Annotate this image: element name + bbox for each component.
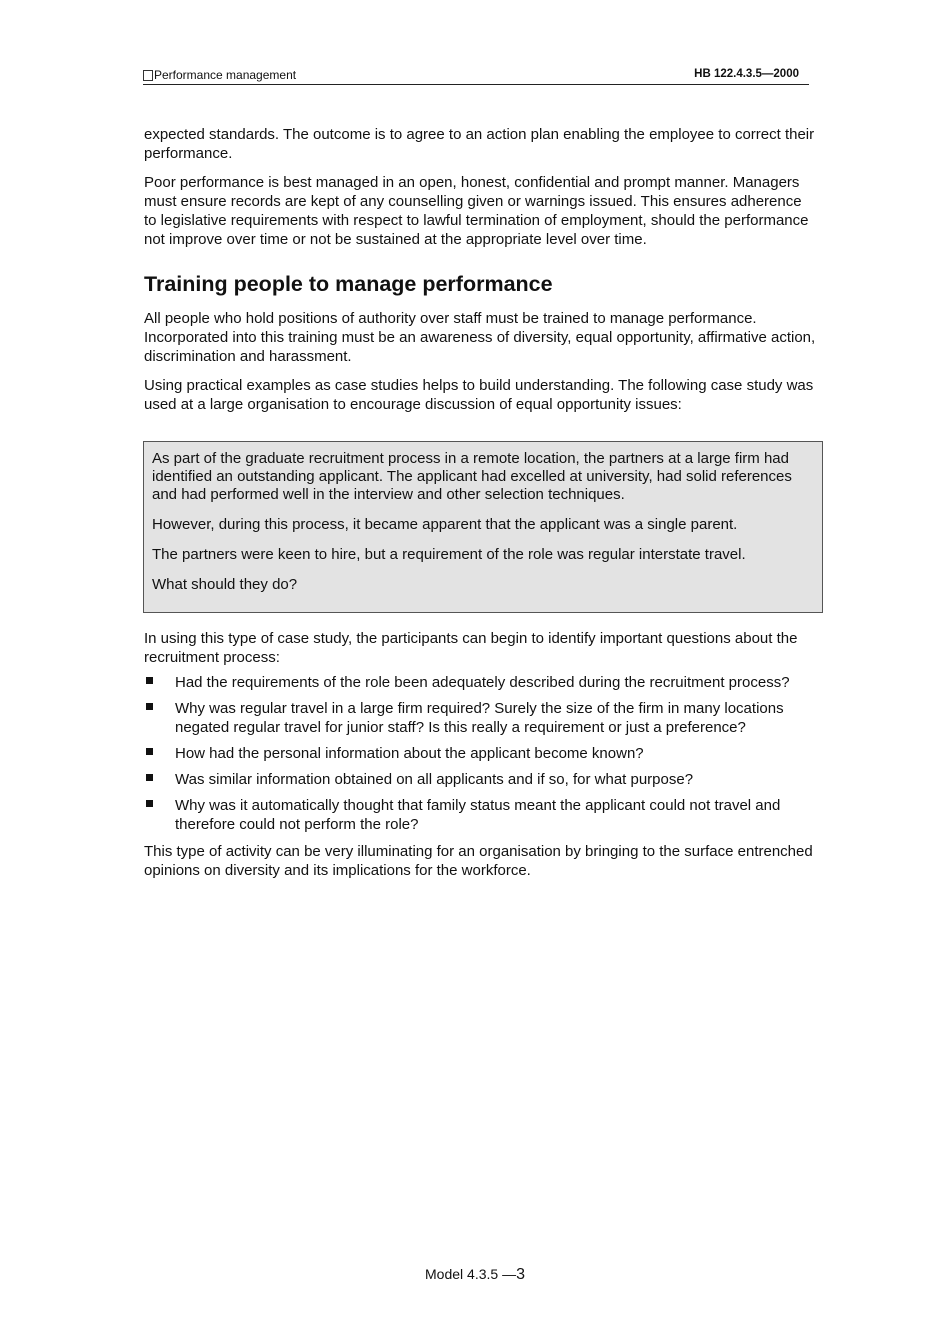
header-doc-code: HB 122.4.3.5—2000	[694, 68, 799, 80]
section-heading: Training people to manage performance	[144, 272, 553, 296]
case-study-question: What should they do?	[152, 576, 298, 593]
page-number: 3	[516, 1266, 525, 1283]
header-section-title: Performance management	[154, 68, 297, 82]
page-header	[143, 66, 809, 85]
square-bullet-icon	[146, 703, 153, 710]
square-bullet-icon	[146, 800, 153, 807]
list-item	[144, 796, 816, 834]
page-content	[144, 125, 816, 890]
case-study-box	[143, 441, 823, 613]
header-left	[143, 68, 296, 82]
list-item-text: How had the personal information about the applicant become known?	[175, 745, 644, 762]
list-item	[144, 744, 816, 763]
question-list	[144, 673, 816, 834]
list-item	[144, 673, 816, 692]
list-item-text: Was similar information obtained on all applicants and if so, for what purpose?	[175, 771, 694, 788]
square-bullet-icon	[146, 677, 153, 684]
intro-paragraph-1: expected standards. The outcome is to agree to an action plan enabling the employee to correct their performance.	[144, 126, 815, 162]
case-study-paragraph-1: As part of the graduate recruitment process in a remote location, the partners at a large firm had identified an outstanding applicant. The applicant had excelled at university, had solid references and had performed well in the interview and other selection techniques.	[152, 450, 792, 503]
intro-paragraph-2: Poor performance is best managed in an open, honest, confidential and prompt manner. Managers must ensure records are kept of any counselling given or warnings issued. This ensures adherence to legislative requirements with respect to lawful termination of employment, should the performance not improve over time or not be sustained at the appropriate level over time.	[144, 174, 809, 248]
training-paragraph-2: Using practical examples as case studies helps to build understanding. The following case study was used at a large organisation to encourage discussion of equal opportunity issues:	[144, 377, 814, 413]
list-item-text: Had the requirements of the role been adequately described during the recruitment process?	[175, 674, 790, 691]
conclusion-paragraph: This type of activity can be very illuminating for an organisation by bringing to the surface entrenched opinions on diversity and its implications for the workforce.	[144, 843, 813, 879]
list-item-text: Why was regular travel in a large firm required? Surely the size of the firm in many locations negated regular travel for junior staff? Is this really a requirement or just a preference?	[175, 700, 784, 736]
training-paragraph-1: All people who hold positions of authority over staff must be trained to manage performance. Incorporated into this training must be an awareness of diversity, equal opportunity, affirmative action, discrimination and harassment.	[144, 310, 816, 365]
list-item	[144, 699, 816, 737]
page-footer	[0, 1266, 950, 1284]
list-item	[144, 770, 816, 789]
discussion-intro: In using this type of case study, the participants can begin to identify important questions about the recruitment process:	[144, 630, 798, 666]
case-study-paragraph-2: However, during this process, it became apparent that the applicant was a single parent.	[152, 516, 738, 533]
square-bullet-icon	[146, 748, 153, 755]
case-study-paragraph-3: The partners were keen to hire, but a requirement of the role was regular interstate travel.	[152, 546, 746, 563]
list-item-text: Why was it automatically thought that family status meant the applicant could not travel and therefore could not perform the role?	[175, 797, 781, 833]
footer-model-label: Model 4.3.5 —	[425, 1266, 517, 1282]
square-bullet-icon	[146, 774, 153, 781]
checkbox-icon	[143, 70, 153, 81]
